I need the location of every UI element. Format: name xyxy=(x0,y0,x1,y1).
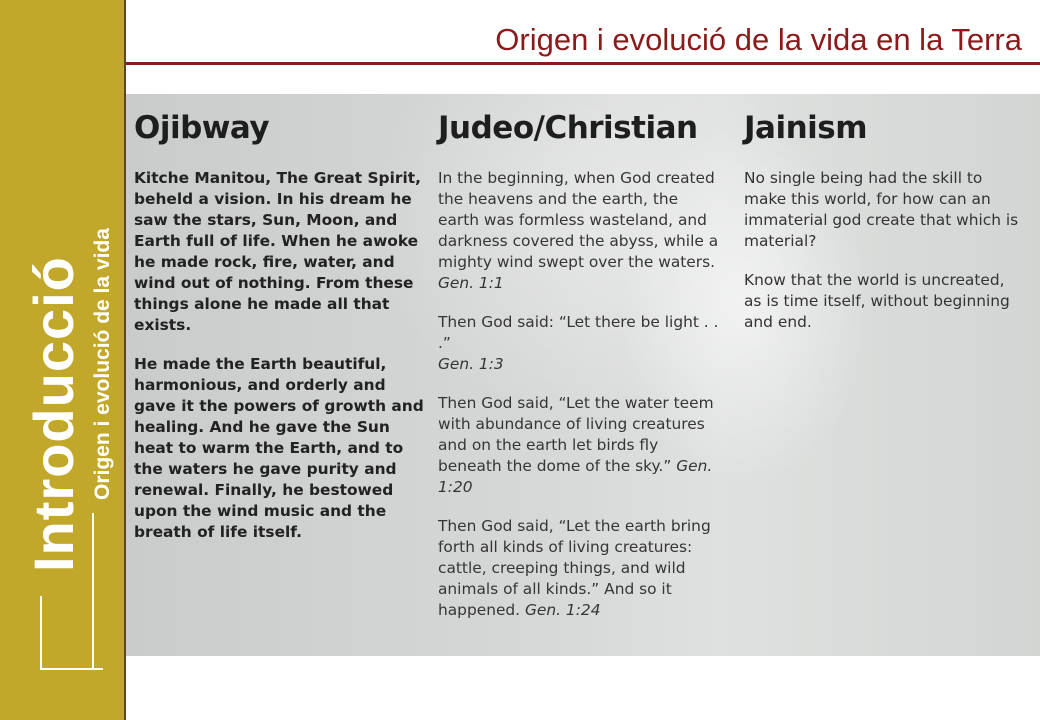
column-paragraph: Then God said, “Let the water teem with abundance of living creatures and on the earth let birds fly beneath the dome of the sky.” Gen. 1:20 xyxy=(438,394,714,496)
section-subtitle: Origen i evolució de la vida xyxy=(91,228,114,500)
column-ojibway xyxy=(134,110,424,561)
verse-reference: Gen. 1:3 xyxy=(438,355,504,373)
column-paragraph: Kitche Manitou, The Great Spirit, beheld a vision. In his dream he saw the stars, Sun, Moon, and Earth full of life. When he awoke he made rock, fire, water, and wind out of nothing. From these things alone he made all that exists. xyxy=(134,169,421,334)
column-heading: Judeo/Christian xyxy=(438,110,698,146)
column-paragraph: Know that the world is uncreated, as is time itself, without beginning and end. xyxy=(744,271,1010,331)
sidebar-accent-line xyxy=(92,513,94,668)
sidebar-bracket-vertical xyxy=(40,596,42,668)
verse-reference: Gen. 1:20 xyxy=(438,457,713,496)
column-heading: Jainism xyxy=(744,110,868,146)
column-jainism xyxy=(744,110,1024,351)
page-title: Origen i evolució de la vida en la Terra xyxy=(495,22,1022,57)
exhibit-photo xyxy=(126,94,1040,656)
column-paragraph: In the beginning, when God created the heavens and the earth, the earth was formless wasteland, and darkness covered the abyss, while a mighty wind swept over the waters. Gen. 1:1 xyxy=(438,169,719,292)
column-paragraph: No single being had the skill to make this world, for how can an immaterial god create that which is material? xyxy=(744,169,1019,250)
verse-reference: Gen. 1:1 xyxy=(438,274,504,292)
column-paragraph: Then God said: “Let there be light . . .” Gen. 1:3 xyxy=(438,313,719,373)
column-judeo-christian xyxy=(438,110,723,639)
column-paragraph: He made the Earth beautiful, harmonious, and orderly and gave it the powers of growth and healing. And he gave the Sun heat to warm the Earth, and to the waters he gave purity and renewal. Finally, he bestowed upon the wind music and the breath of life itself. xyxy=(134,355,424,541)
verse-reference: Gen. 1:24 xyxy=(525,601,601,619)
title-rule xyxy=(126,62,1040,65)
sidebar-bracket-horizontal xyxy=(40,668,103,670)
column-heading: Ojibway xyxy=(134,110,270,146)
section-title: Introducció xyxy=(22,256,85,572)
column-paragraph: Then God said, “Let the earth bring forth all kinds of living creatures: cattle, creeping things, and wild animals of all kinds.” And so it happened. Gen. 1:24 xyxy=(438,517,711,619)
sidebar xyxy=(0,0,124,720)
